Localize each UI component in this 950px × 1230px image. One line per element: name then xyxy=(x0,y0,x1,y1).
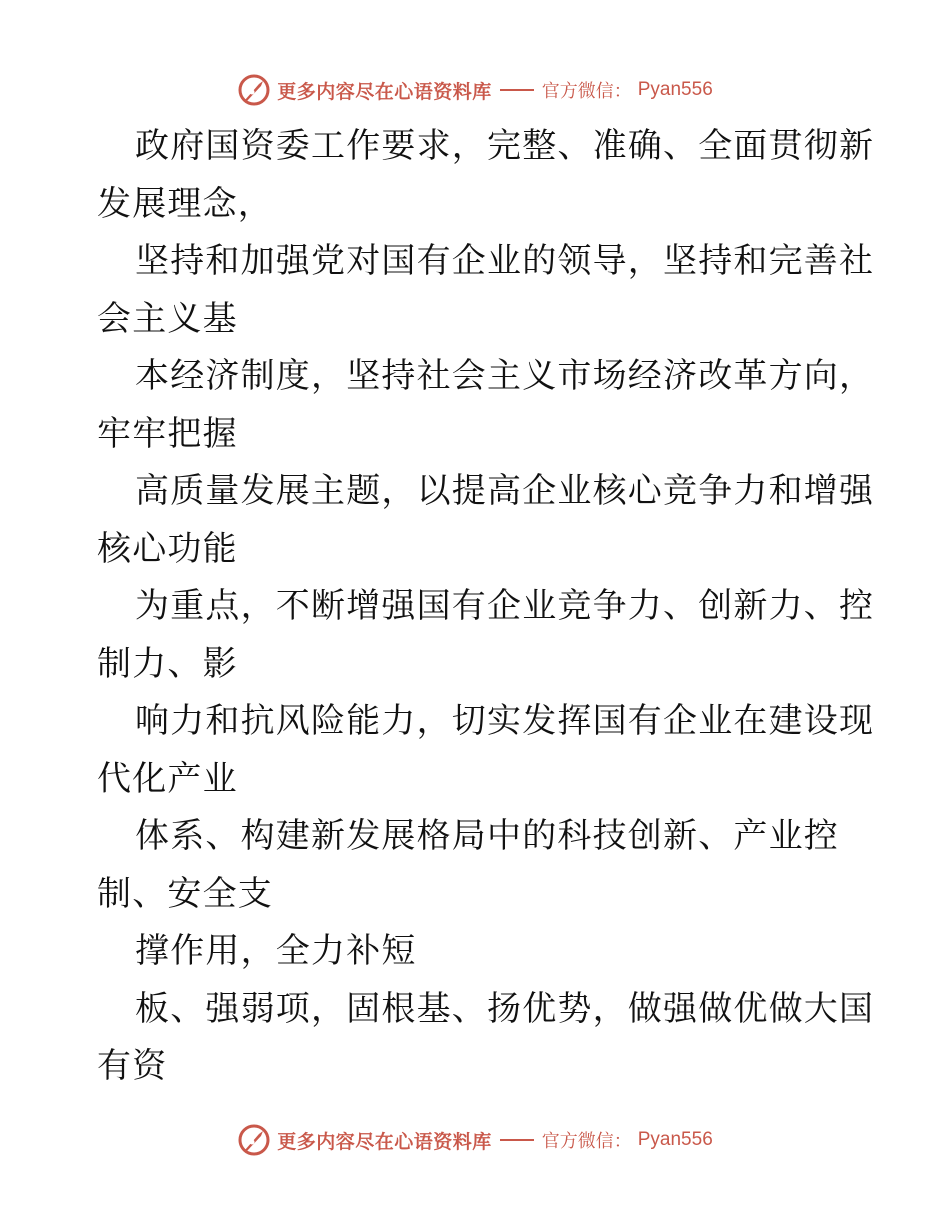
document-body xyxy=(97,118,875,1096)
footer-wechat-label: 官方微信： xyxy=(541,1131,632,1152)
body-line: 体系、构建新发展格局中的科技创新、产业控 xyxy=(135,816,839,856)
footer-dash-divider xyxy=(500,1139,534,1141)
header-wechat-label: 官方微信： xyxy=(541,81,632,102)
header-brand-text: 更多内容尽在心语资料库 xyxy=(277,80,492,103)
body-line: 撑作用，全力补短 xyxy=(135,931,417,971)
header-wechat-id: Pyan556 xyxy=(637,79,713,100)
body-line: 发展理念， xyxy=(97,183,273,224)
body-line: 牢牢把握 xyxy=(97,413,238,454)
body-line: 有资 xyxy=(97,1046,168,1086)
pen-logo-icon xyxy=(237,1123,271,1157)
header-dash-divider xyxy=(500,89,534,91)
body-line: 会主义基 xyxy=(97,298,238,339)
pen-logo-icon xyxy=(237,73,271,107)
body-line: 制力、影 xyxy=(97,643,238,684)
body-line: 核心功能 xyxy=(97,528,238,569)
footer-watermark-banner xyxy=(0,1120,950,1160)
body-line: 响力和抗风险能力，切实发挥国有企业在建设现 xyxy=(135,701,875,741)
footer-brand-text: 更多内容尽在心语资料库 xyxy=(277,1130,492,1153)
body-line: 代化产业 xyxy=(97,758,238,799)
body-line: 本经济制度，坚持社会主义市场经济改革方向， xyxy=(135,356,875,396)
body-line: 政府国资委工作要求，完整、准确、全面贯彻新 xyxy=(135,126,875,166)
body-line: 制、安全支 xyxy=(97,873,273,914)
body-line: 为重点，不断增强国有企业竞争力、创新力、控 xyxy=(135,586,875,626)
body-line: 高质量发展主题，以提高企业核心竞争力和增强 xyxy=(135,471,875,511)
footer-wechat-id: Pyan556 xyxy=(637,1129,713,1150)
body-line: 坚持和加强党对国有企业的领导，坚持和完善社 xyxy=(135,241,875,281)
body-line: 板、强弱项，固根基、扬优势，做强做优做大国 xyxy=(135,988,875,1029)
header-watermark-banner xyxy=(0,70,950,110)
